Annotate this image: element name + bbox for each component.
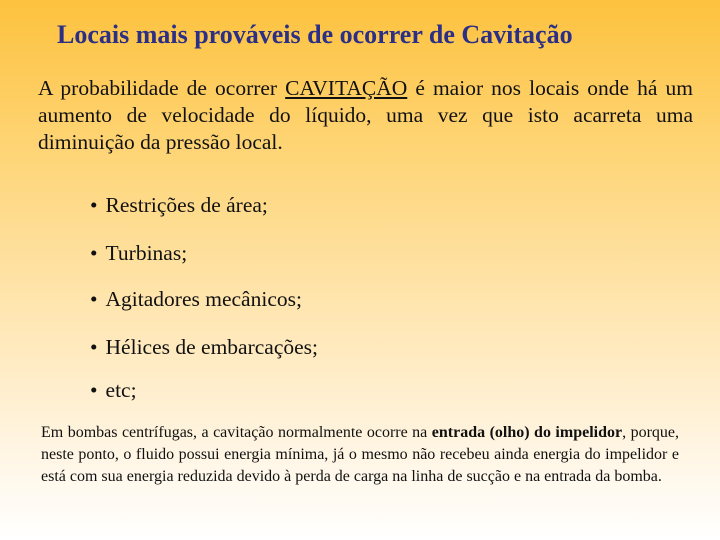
intro-underlined-term: CAVITAÇÃO <box>285 76 408 100</box>
footer-paragraph <box>41 422 679 488</box>
bullet-symbol: • <box>90 287 98 311</box>
bullet-item <box>90 378 137 403</box>
bullet-item <box>90 241 187 266</box>
intro-text-before: A probabilidade de ocorrer <box>38 76 286 100</box>
footer-text-2: , porque, neste ponto, o fluido possui energia mínima, já o mesmo não recebeu ainda energia do impelidor e está com sua energia reduzida devido à perda de carga na linha de sucção e na entrada da bomba. <box>41 424 679 485</box>
bullet-text: Agitadores mecânicos; <box>105 287 302 311</box>
bullet-symbol: • <box>90 241 98 265</box>
slide-title: Locais mais prováveis de ocorrer de Cavitação <box>57 20 573 49</box>
footer-text-1: Em bombas centrífugas, a cavitação normalmente ocorre na <box>41 424 432 441</box>
bullet-item <box>90 287 302 312</box>
bullet-item <box>90 335 318 360</box>
intro-text-after: é maior nos locais onde há um aumento de velocidade do líquido, uma vez que isto acarreta uma diminuição da pressão local. <box>38 76 693 154</box>
bullet-symbol: • <box>90 193 98 217</box>
intro-paragraph <box>38 75 693 156</box>
bullet-text: Restrições de área; <box>105 193 268 217</box>
bullet-item <box>90 193 268 218</box>
bullet-symbol: • <box>90 335 98 359</box>
bullet-text: Turbinas; <box>105 241 188 265</box>
bullet-text: Hélices de embarcações; <box>105 335 319 359</box>
bullet-text: etc; <box>105 378 137 402</box>
footer-bold-term: entrada (olho) do impelidor <box>431 424 623 441</box>
bullet-symbol: • <box>90 378 98 402</box>
